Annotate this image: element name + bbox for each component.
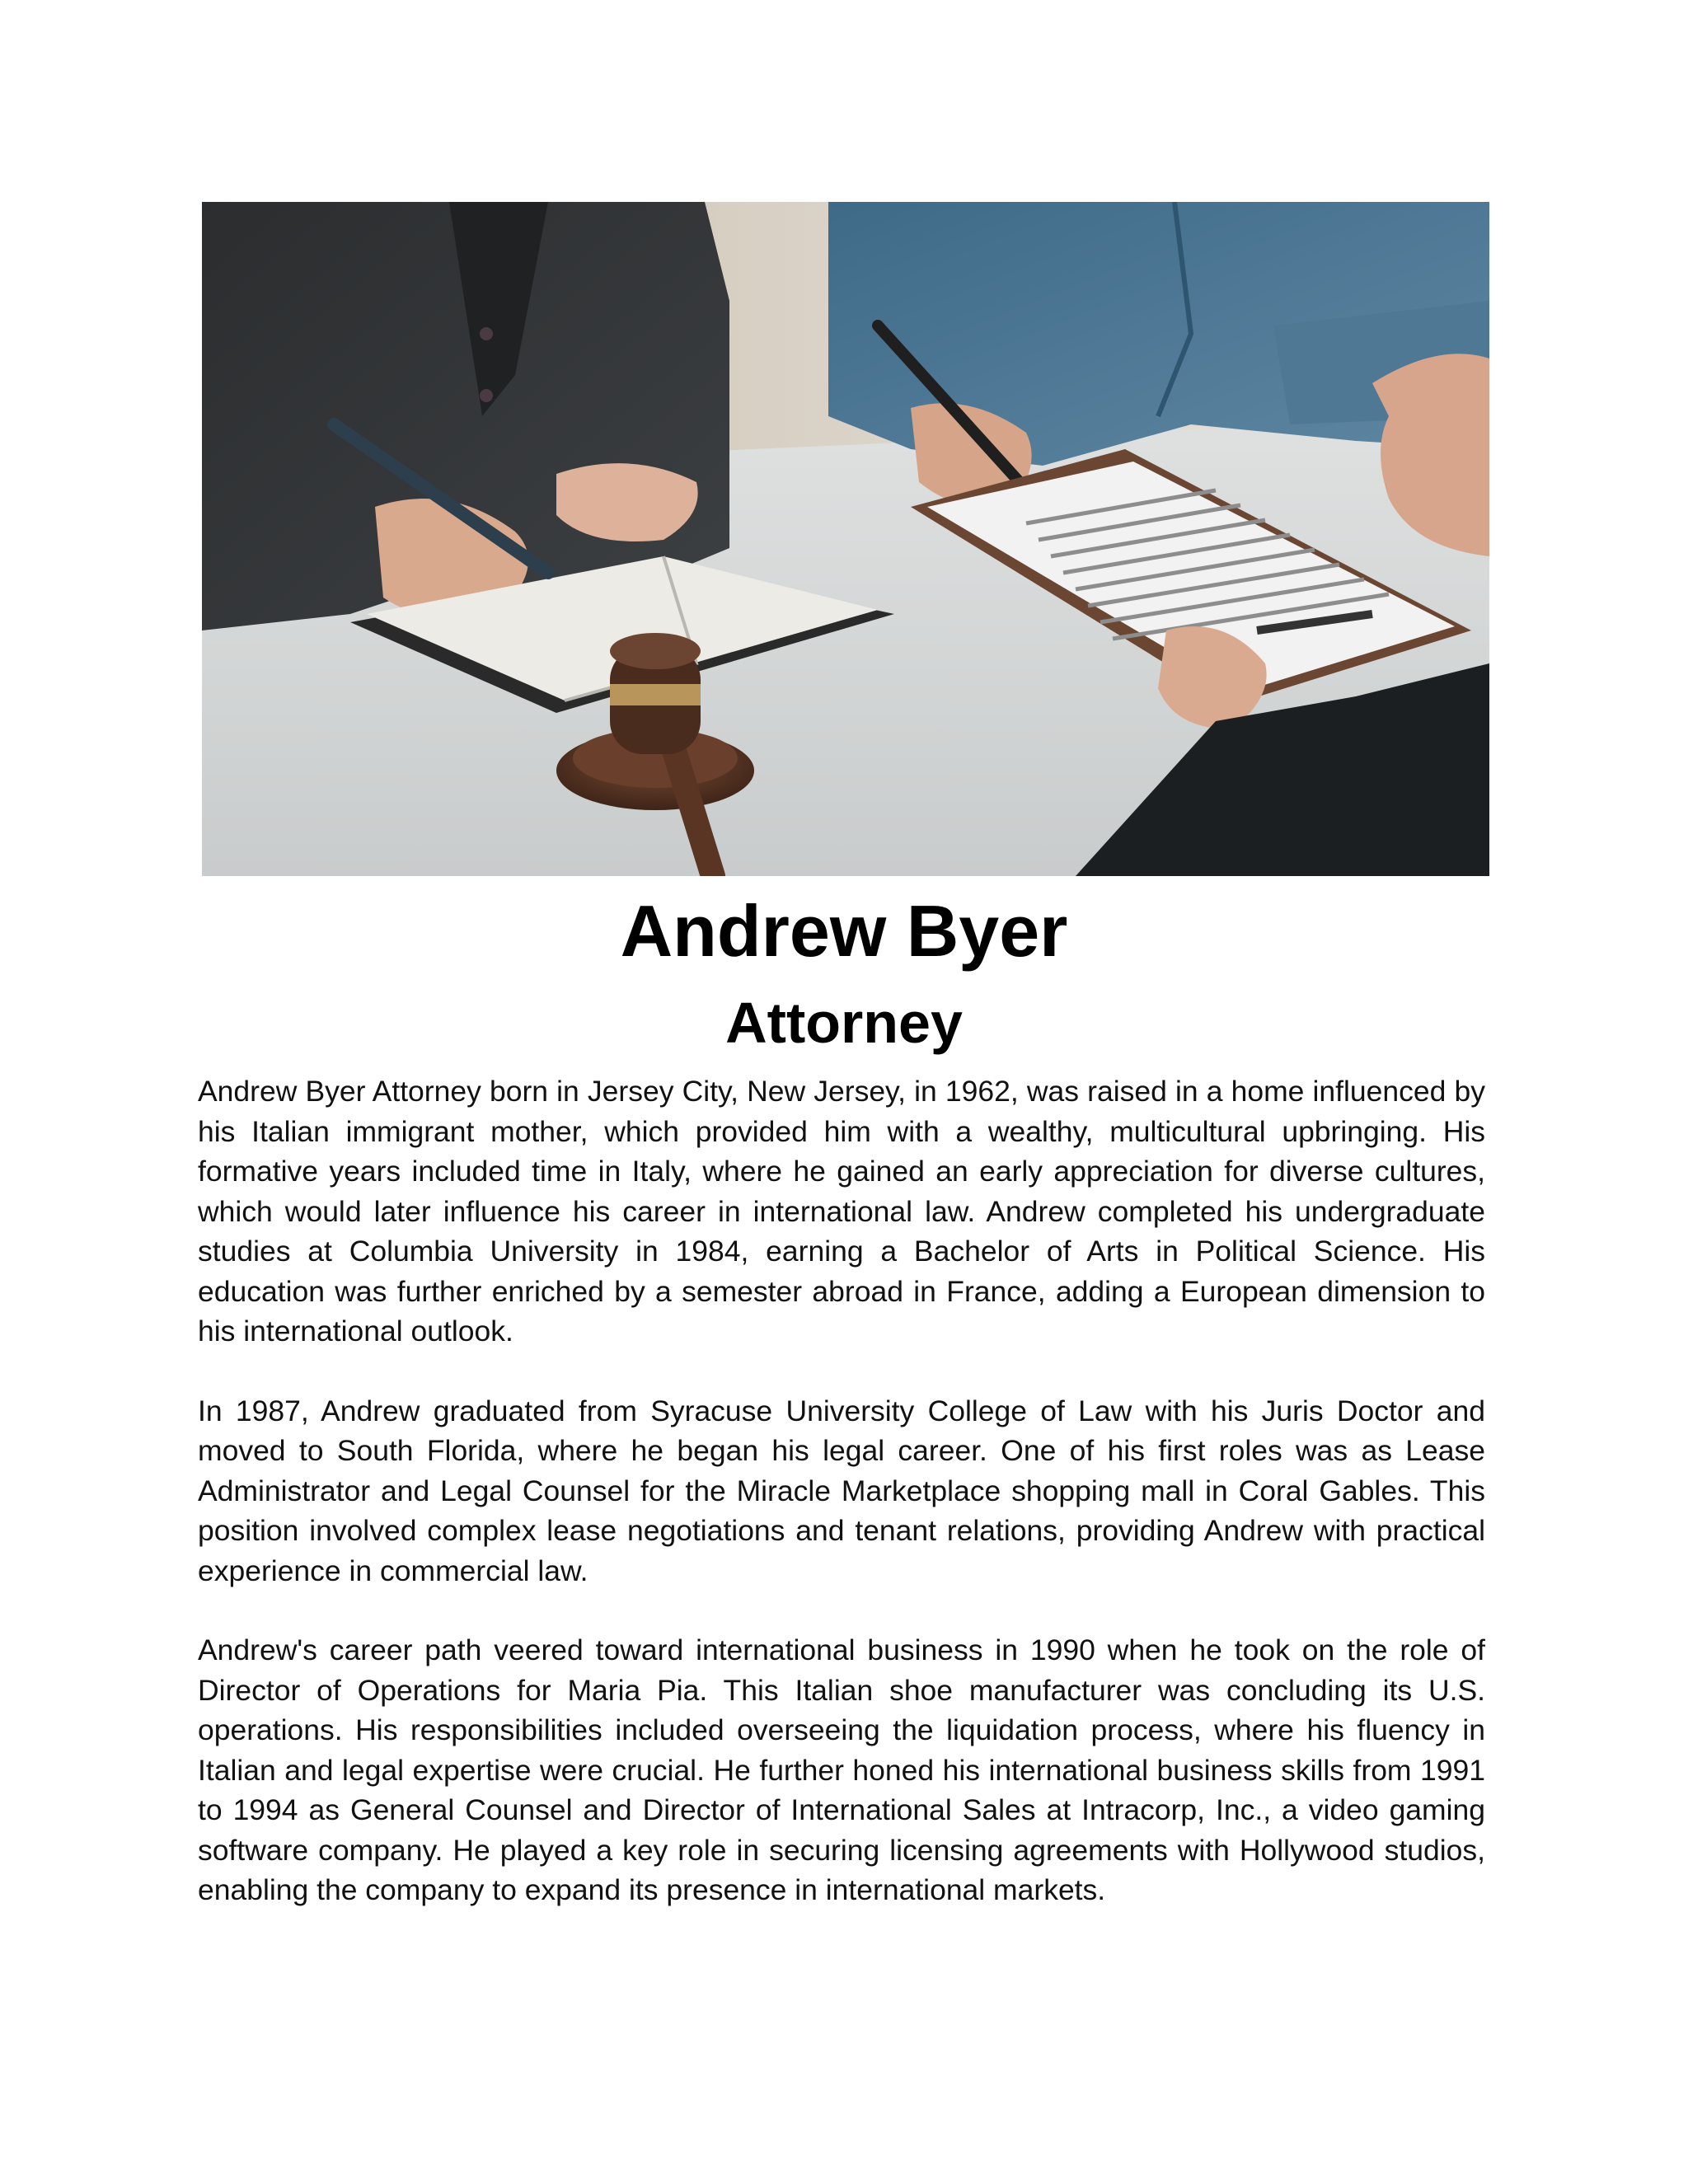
biography-body [198,1071,1485,1950]
header-photo [202,202,1489,876]
paragraph-3: Andrew's career path veered toward international business in 1990 when he took on the role of Director of Operations for Maria Pia. This Italian shoe manufacturer was concluding its U.S. operations. His responsibilities included overseeing the liquidation process, where his fluency in Italian and legal expertise were crucial. He further honed his international business skills from 1991 to 1994 as General Counsel and Director of International Sales at Intracorp, Inc., a video gaming software company. He played a key role in securing licensing agreements with Hollywood studios, enabling the company to expand its presence in international markets. [198,1633,1485,1906]
person-name: Andrew Byer [620,890,1068,972]
paragraph-1: Andrew Byer Attorney born in Jersey City, New Jersey, in 1962, was raised in a home influenced by his Italian immigrant mother, which provided him with a wealthy, multicultural upbringing. His formative years included time in Italy, where he gained an early appreciation for diverse cultures, which would later influence his career in international law. Andrew completed his undergraduate studies at Columbia University in 1984, earning a Bachelor of Arts in Political Science. His education was further enriched by a semester abroad in France, adding a European dimension to his international outlook. [198,1075,1485,1347]
paragraph-2: In 1987, Andrew graduated from Syracuse University College of Law with his Juris Doctor and moved to South Florida, where he began his legal career. One of his first roles was as Lease Administrator and Legal Counsel for the Miracle Marketplace shopping mall in Coral Gables. This position involved complex lease negotiations and tenant relations, providing Andrew with practical experience in commercial law. [198,1394,1485,1587]
lawyer-meeting-gavel-photo-icon [202,202,1489,876]
person-title: Attorney [725,991,963,1055]
